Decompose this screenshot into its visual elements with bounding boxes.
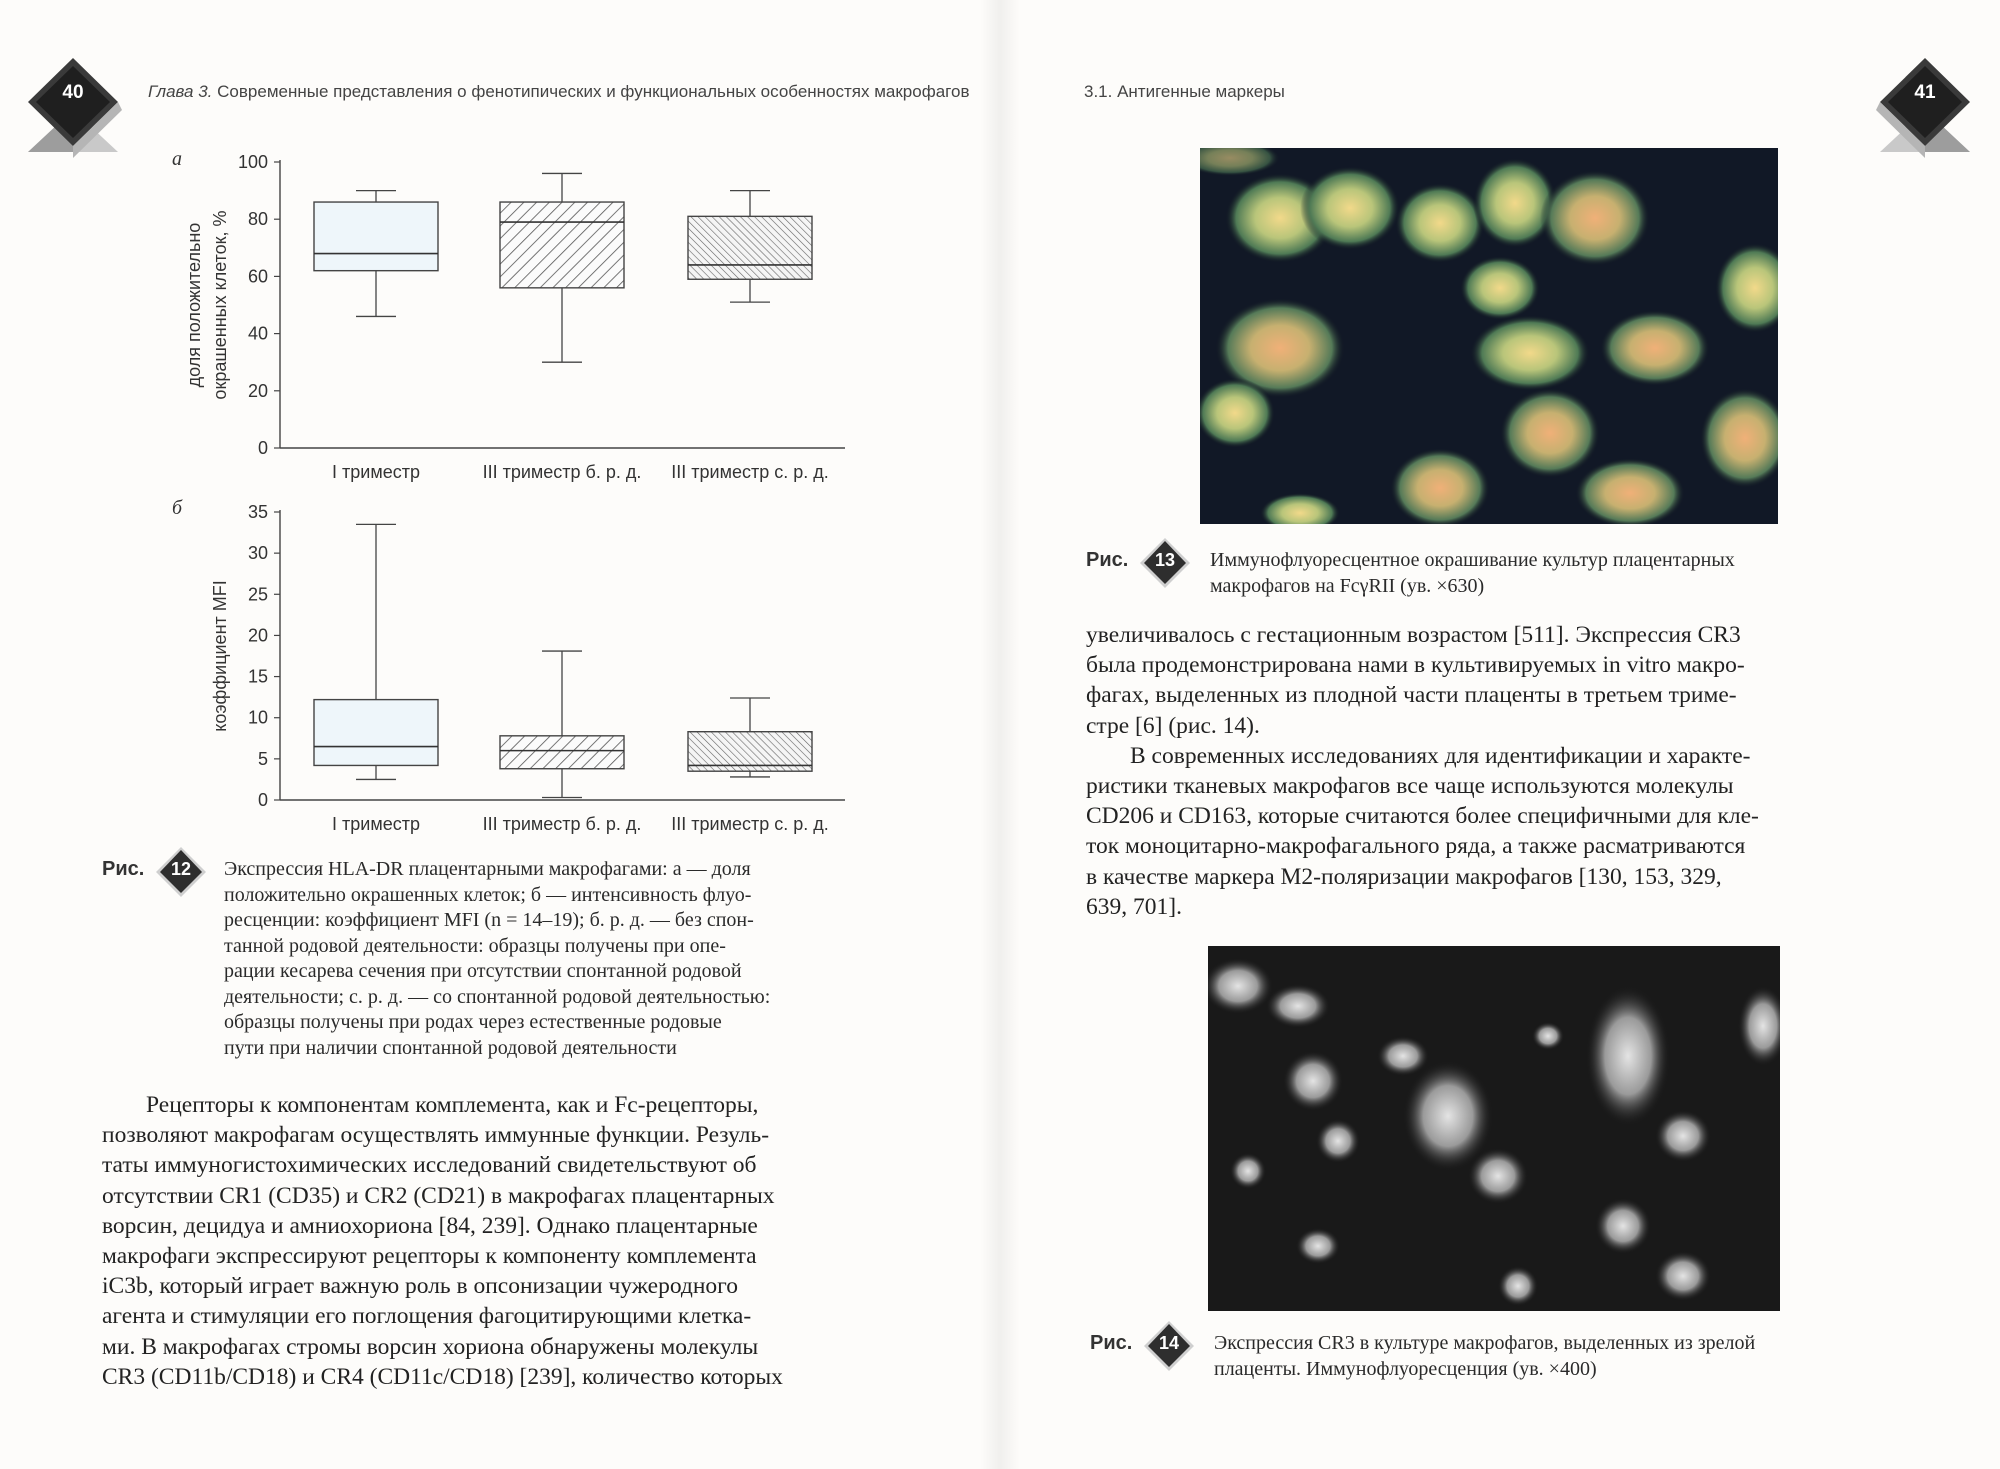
fluorescent-cells-image [1200, 148, 1778, 524]
y-tick-label: 100 [237, 152, 268, 172]
grayscale-cells-image [1208, 946, 1780, 1311]
figure-13-caption [1210, 548, 1904, 599]
caption-line: рации кесарева сечения при отсутствии спонтанной родовой [224, 960, 742, 982]
body-line: увеличивалось с гестационным возрастом [511]. Экспрессия CR3 [1086, 622, 1741, 648]
boxplot-chart-a [184, 152, 845, 482]
panel-letter-b: б [172, 497, 183, 519]
running-header: 3.1. Антигенные маркеры [1084, 82, 1285, 101]
page-number: 40 [62, 82, 84, 103]
right-body-text [1086, 620, 1904, 922]
category-label: III триместр б. р. д. [482, 462, 642, 482]
body-line: CR3 (CD11b/CD18) и CR4 (CD11c/CD18) [239], количество которых [102, 1363, 783, 1390]
y-axis-label: окрашенных клеток, % [210, 210, 230, 400]
y-tick-label: 10 [247, 707, 268, 728]
figure-13-number: 13 [1154, 550, 1176, 570]
figure-13-photo [1200, 148, 1778, 524]
panel-letter-a: а [172, 148, 182, 170]
figure-12-caption [224, 857, 914, 1061]
figure-14-caption [1214, 1331, 1904, 1382]
body-line: агента и стимуляции его поглощения фагоцитирующими клетка- [102, 1303, 752, 1330]
caption-line: Экспрессия CR3 в культуре макрофагов, выделенных из зрелой [1214, 1332, 1756, 1354]
caption-line: танной родовой деятельности: образцы получены при опе- [224, 934, 726, 957]
body-line: была продемонстрирована нами в культивируемых in vitro макро- [1086, 652, 1745, 679]
caption-line: плаценты. Иммунофлуоресценция (ув. ×400) [1214, 1357, 1597, 1380]
body-line: в качестве маркера M2-поляризации макрофагов [130, 153, 329, [1086, 863, 1722, 890]
y-tick-label: 0 [257, 790, 268, 810]
body-line: макрофаги экспрессируют рецепторы к компоненту комплемента [102, 1243, 757, 1270]
y-axis-label: доля положительно [184, 222, 204, 388]
y-tick-label: 5 [257, 748, 268, 769]
body-line: отсутствии CR1 (CD35) и CR2 (CD21) в макрофагах плацентарных [102, 1182, 775, 1209]
left-body-text [102, 1090, 916, 1392]
caption-line: Иммунофлуоресцентное окрашивание культур плацентарных [1210, 549, 1735, 571]
body-line: ворсин, децидуа и амниохориона [84, 239]. Однако плацентарные [102, 1212, 758, 1239]
box-iqr [500, 736, 624, 769]
chapter-title: Современные представления о фенотипических и функциональных особенностях макрофагов [217, 82, 970, 101]
right-page [1000, 0, 2000, 1469]
y-axis-label: коэффициент MFI [210, 580, 230, 732]
page-number-badge-icon [1870, 52, 1980, 162]
caption-line: ресценции: коэффициент MFI (n = 14–19); б. р. д. — без спон- [224, 909, 754, 931]
y-tick-label: 15 [247, 666, 268, 687]
body-line: ристики тканевых макрофагов все чаще используются молекулы [1086, 773, 1734, 800]
y-tick-label: 40 [247, 323, 268, 344]
y-tick-label: 20 [247, 380, 268, 401]
chapter-label: Глава 3. [148, 82, 213, 101]
category-label: III триместр б. р. д. [482, 814, 642, 834]
box-iqr [688, 216, 812, 279]
caption-line: деятельности; с. р. д. — со спонтанной родовой деятельностью: [224, 985, 771, 1008]
y-tick-label: 60 [247, 266, 268, 287]
category-label: III триместр с. р. д. [671, 814, 829, 834]
caption-line: Экспрессия HLA-DR плацентарными макрофагами: а — доля [224, 858, 751, 880]
figure-14-photo [1208, 946, 1780, 1311]
y-tick-label: 35 [247, 502, 268, 522]
y-tick-label: 80 [247, 209, 268, 230]
y-tick-label: 0 [257, 438, 268, 458]
y-tick-label: 20 [247, 625, 268, 646]
figure-12-number: 12 [170, 859, 192, 879]
box-iqr [314, 202, 438, 271]
body-line: 639, 701]. [1086, 893, 1182, 920]
figure-12-label: Рис. [102, 858, 145, 880]
y-tick-label: 25 [247, 584, 268, 605]
caption-line: положительно окрашенных клеток; б — интенсивность флуо- [224, 883, 752, 906]
category-label: I триместр [332, 814, 420, 834]
figure-12-charts [0, 0, 1000, 860]
body-line: iC3b, который играет важную роль в опсонизации чужеродного [102, 1273, 738, 1300]
body-line: В современных исследованиях для идентификации и характе- [1130, 742, 1751, 769]
page-number: 41 [1914, 82, 1936, 103]
box-iqr [500, 202, 624, 288]
caption-line: пути при наличии спонтанной родовой деятельности [224, 1036, 677, 1059]
body-line: таты иммуногистохимических исследований свидетельствуют об [102, 1152, 757, 1179]
body-line: позволяют макрофагам осуществлять иммунные функции. Резуль- [102, 1122, 770, 1149]
figure-13-label: Рис. [1086, 549, 1129, 571]
figure-14-label: Рис. [1090, 1332, 1133, 1354]
body-line: CD206 и CD163, которые считаются более специфичными для кле- [1086, 803, 1759, 830]
caption-line: макрофагов на FcγRII (ув. ×630) [1210, 574, 1485, 597]
body-line: стре [6] (рис. 14). [1086, 712, 1260, 739]
caption-line: образцы получены при родах через естественные родовые [224, 1011, 722, 1033]
body-line: ми. В макрофагах стромы ворсин хориона обнаружены молекулы [102, 1333, 759, 1360]
box-iqr [314, 700, 438, 766]
y-tick-label: 30 [247, 543, 268, 564]
boxplot-chart-b [210, 502, 845, 834]
body-line: фагах, выделенных из плодной части плаценты в третьем триме- [1086, 682, 1737, 709]
category-label: III триместр с. р. д. [671, 462, 829, 482]
body-line: ток моноцитарно-макрофагального ряда, а также расматриваются [1086, 833, 1746, 860]
body-line: Рецепторы к компонентам комплемента, как и Fc-рецепторы, [146, 1092, 759, 1118]
figure-14-number: 14 [1158, 1333, 1180, 1353]
category-label: I триместр [332, 462, 420, 482]
